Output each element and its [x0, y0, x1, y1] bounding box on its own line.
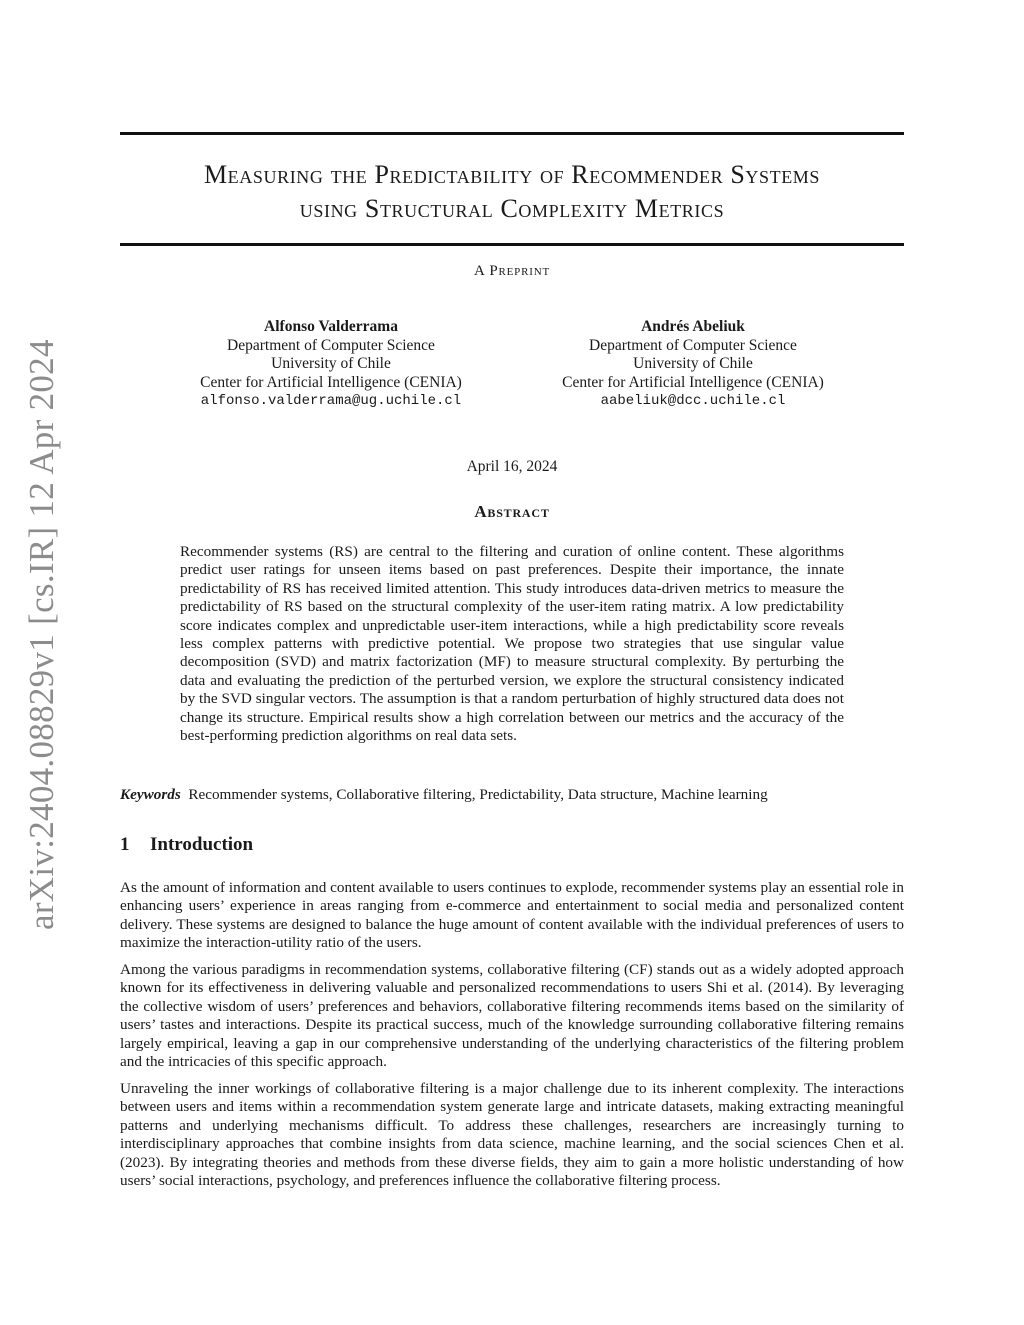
abstract-text: Recommender systems (RS) are central to the filtering and curation of online content. These algorithms predict user ratings for unseen items based on past preferences. Despite their importance, the innate predictability of RS has received limited attention. This study introduces data-driven metrics to measure the predictability of RS based on the structural complexity of the user-item rating matrix. A low predictability score indicates complex and unpredictable user-item interactions, while a high predictability score reveals less complex patterns with predictive potential. We propose two strategies that use singular value decomposition (SVD) and matrix factorization (MF) to measure structural complexity. By perturbing the data and evaluating the prediction of the perturbed version, we explore the structural consistency indicated by the SVD singular vectors. The assumption is that a random perturbation of highly structured data does not change its structure. Empirical results show a high correlation between our metrics and the accuracy of the best-performing prediction algorithms on real data sets. — [180, 543, 844, 745]
arxiv-identifier: arXiv:2404.08829v1 [cs.IR] 12 Apr 2024 — [22, 339, 61, 930]
title-line-1: Measuring the Predictability of Recommender Systems — [203, 160, 821, 189]
intro-paragraph-3: Unraveling the inner workings of collaborative filtering is a major challenge due to its inherent complexity. The interactions between users and items within a recommendation system generate large and intricate datasets, making extracting meaningful patterns and underlying mechanisms difficult. To address these challenges, researchers are increasingly turning to interdisciplinary approaches that combine insights from data science, machine learning, and the social sciences Chen et al. (2023). By integrating theories and methods from these diverse fields, they aim to gain a more holistic understanding of how users’ social interactions, psychology, and preferences influence the collaborative filtering process. — [120, 1080, 904, 1190]
title-rule-bottom — [120, 243, 904, 246]
title-rule-top — [120, 132, 904, 135]
author-email: alfonso.valderrama@ug.uchile.cl — [200, 393, 462, 409]
paper-title — [120, 158, 904, 226]
author-block-2 — [513, 318, 873, 411]
author-center: Center for Artificial Intelligence (CENIA) — [200, 373, 462, 391]
author-university: University of Chile — [271, 355, 391, 372]
keywords-line — [120, 786, 904, 804]
author-department: Department of Computer Science — [227, 336, 435, 354]
author-name: Alfonso Valderrama — [264, 318, 398, 335]
section-number: 1 — [120, 834, 130, 855]
author-university: University of Chile — [633, 355, 753, 372]
intro-paragraph-2: Among the various paradigms in recommendation systems, collaborative filtering (CF) stands out as a widely adopted approach known for its effectiveness in delivering valuable and personalized recommendations to users Shi et al. (2014). By leveraging the collective wisdom of users’ preferences and behaviors, collaborative filtering recommends items based on the similarity of users’ tastes and interactions. Despite its practical success, much of the knowledge surrounding collaborative filtering remains largely empirical, leaving a gap in our comprehensive understanding of the underlying characteristics of the filtering problem and the intricacies of this specific approach. — [120, 961, 904, 1071]
keywords-label: Keywords — [120, 786, 181, 803]
preprint-label: A Preprint — [474, 263, 550, 279]
author-block-1 — [151, 318, 511, 411]
author-name: Andrés Abeliuk — [641, 318, 745, 335]
section-title: Introduction — [150, 834, 254, 855]
intro-paragraph-1: As the amount of information and content available to users continues to explode, recommender systems play an essential role in enhancing users’ experience in areas ranging from e-commerce and entertainment to social media and personalized content delivery. These systems are designed to balance the huge amount of content available with the individual preferences of users to maximize the interaction-utility ratio of the users. — [120, 879, 904, 952]
author-email: aabeliuk@dcc.uchile.cl — [600, 393, 786, 409]
title-line-2: using Structural Complexity Metrics — [299, 194, 725, 223]
author-center: Center for Artificial Intelligence (CENIA) — [562, 373, 824, 391]
keywords-text: Recommender systems, Collaborative filtering, Predictability, Data structure, Machine learning — [188, 786, 768, 803]
publication-date: April 16, 2024 — [466, 458, 558, 475]
author-department: Department of Computer Science — [589, 336, 797, 354]
section-heading — [120, 834, 904, 856]
abstract-heading: Abstract — [474, 502, 550, 521]
